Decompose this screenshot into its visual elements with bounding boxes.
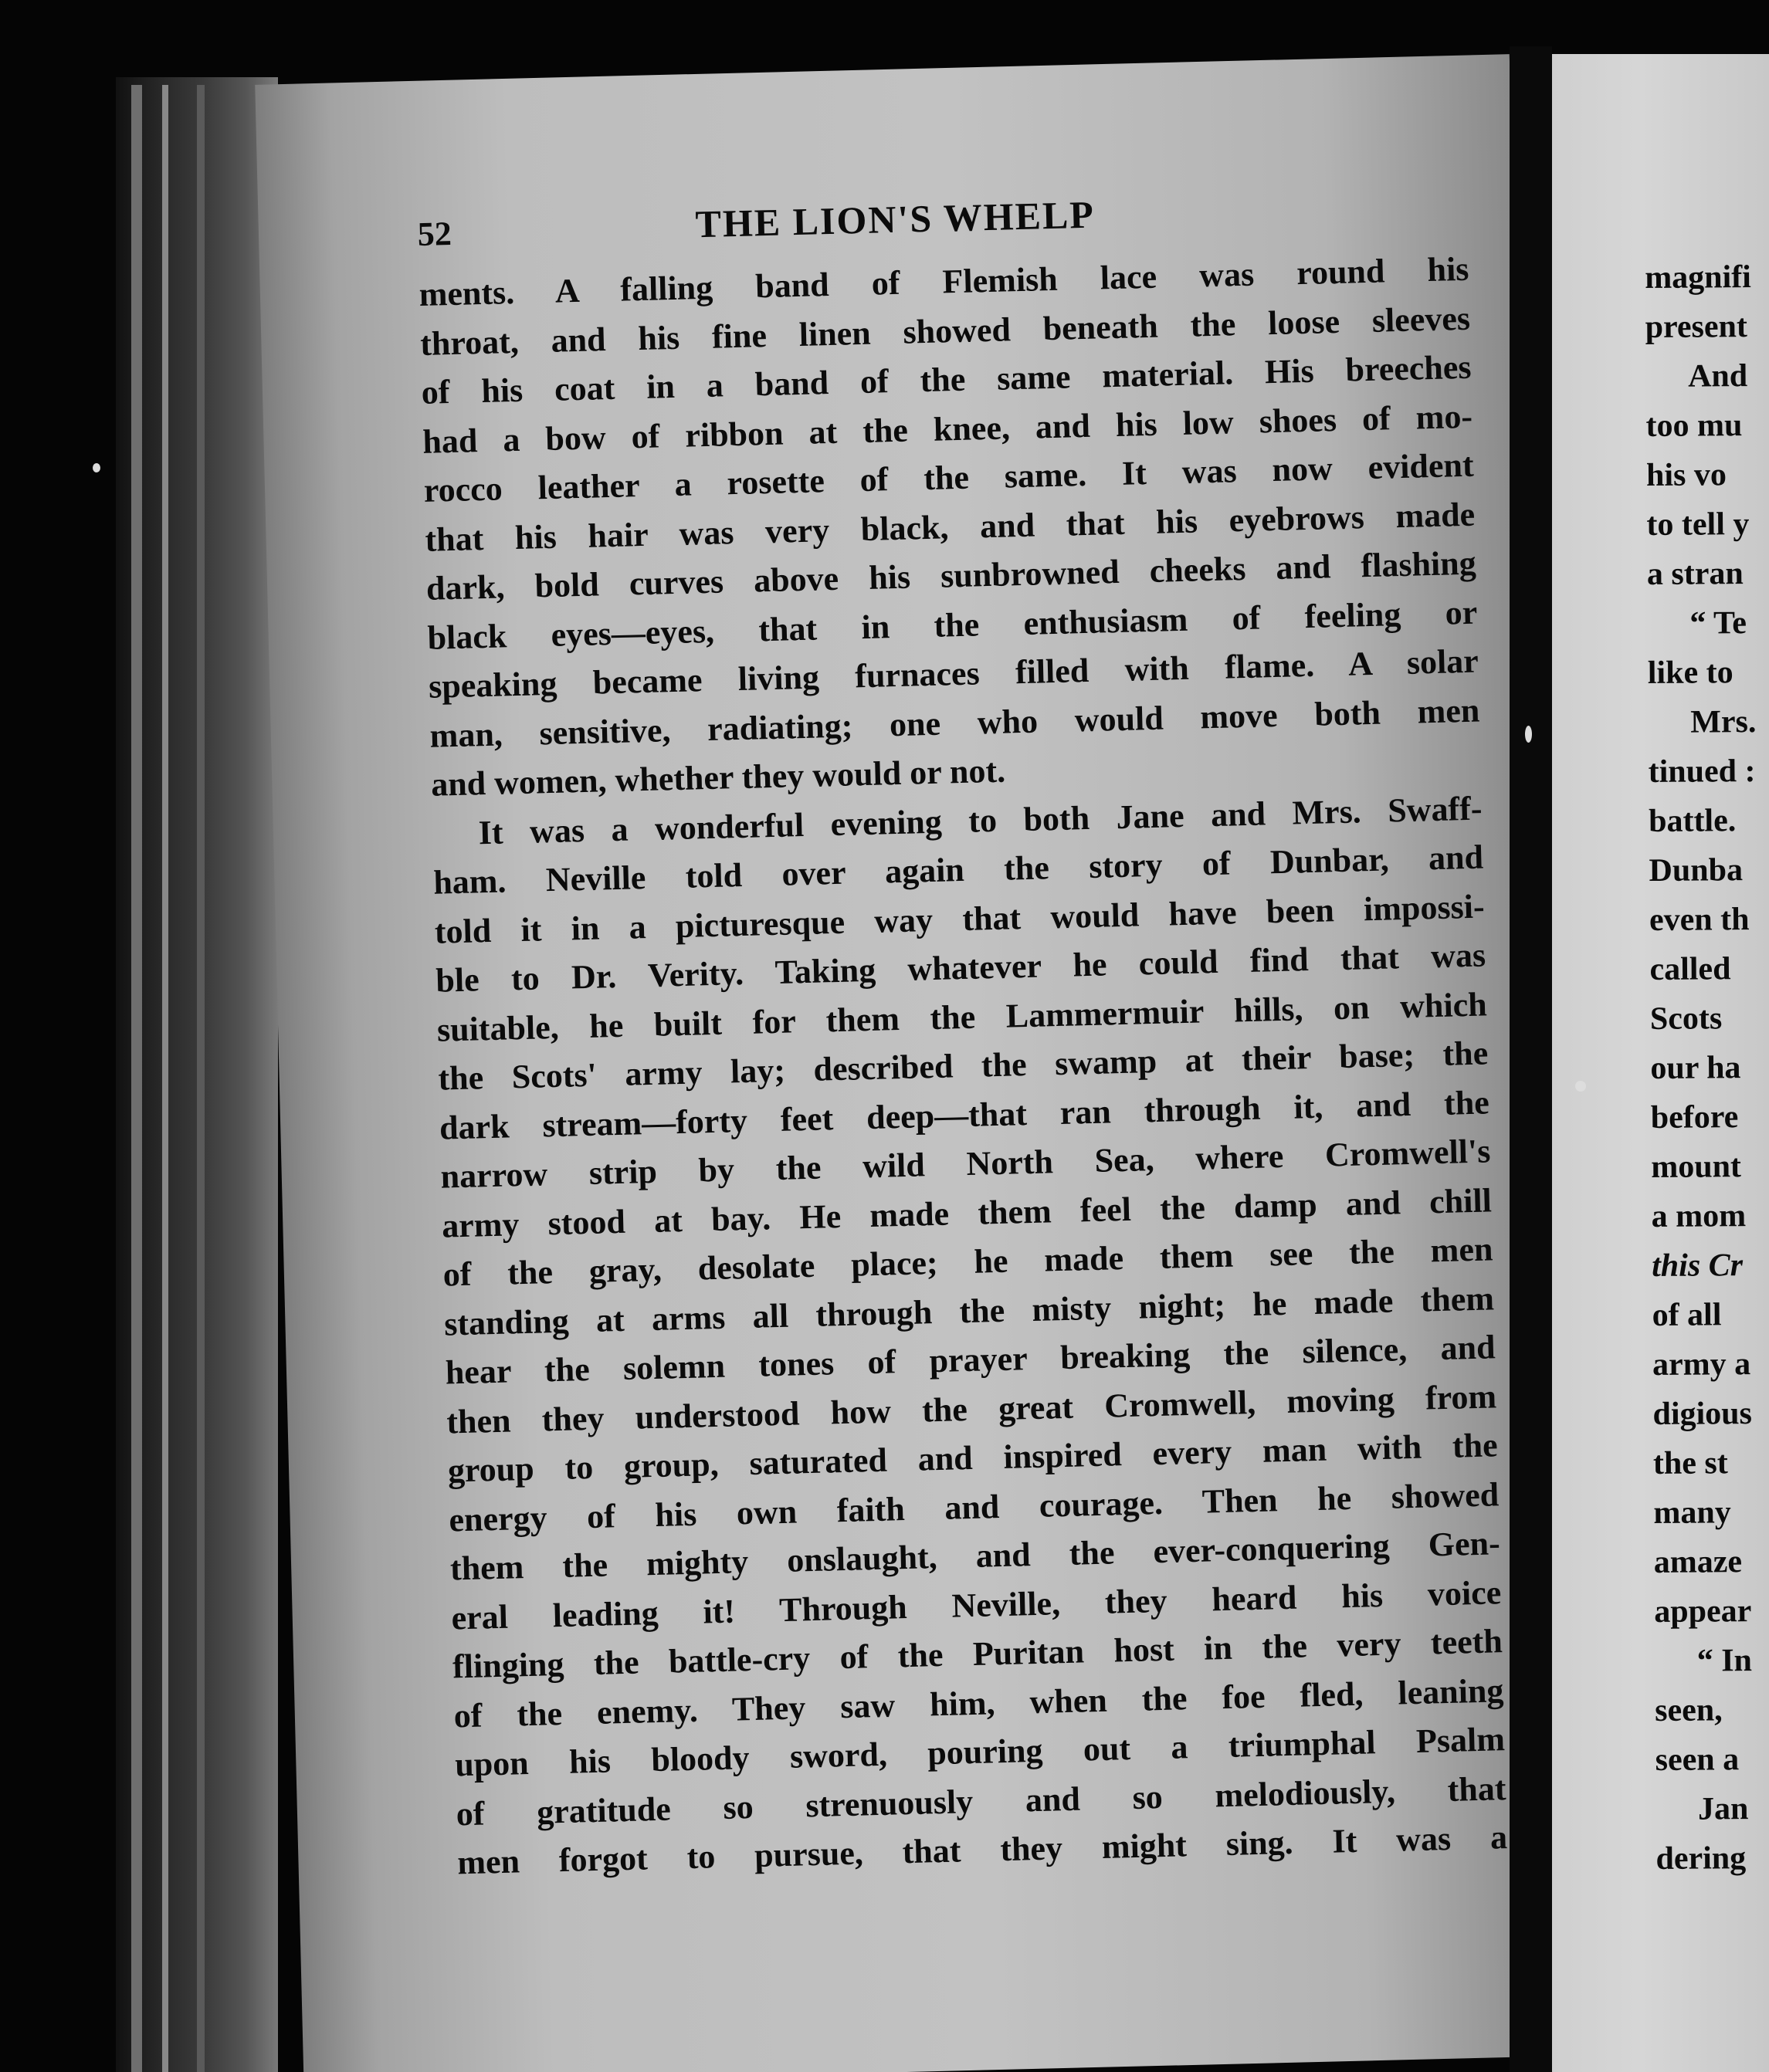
text-line: them the mighty onslaught, and the ever-conquering Gen-	[449, 1524, 1501, 1588]
dust-speck	[93, 463, 100, 472]
paragraph-1	[419, 245, 1482, 810]
running-title: THE LION'S WHELP	[694, 192, 1096, 246]
facing-text-line: a stran	[1646, 556, 1744, 592]
page-text	[417, 183, 1508, 1887]
dust-speck	[1575, 1081, 1586, 1092]
facing-text-line: his vo	[1645, 457, 1727, 493]
text-line: dark, bold curves above his sunbrowned cheeks and flashing	[425, 543, 1477, 608]
text-line: of gratitude so strenuously and so melodiously, that	[456, 1769, 1507, 1833]
text-line: the Scots' army lay; described the swamp at their base; the	[437, 1034, 1489, 1098]
facing-text-line: appear	[1654, 1593, 1752, 1630]
text-line: hear the solemn tones of prayer breaking the silence, and	[445, 1328, 1496, 1392]
text-line: army stood at bay. He made them feel the damp and chill	[441, 1180, 1493, 1245]
facing-text-line: this Cr	[1651, 1248, 1744, 1284]
text-line: energy of his own faith and courage. Then he showed	[448, 1474, 1500, 1539]
facing-text-line: army a	[1652, 1346, 1751, 1383]
text-line: standing at arms all through the misty night; he made them	[443, 1278, 1495, 1343]
dust-speck	[1525, 726, 1532, 743]
facing-text-line: magnifi	[1645, 259, 1752, 296]
text-line: throat, and his fine linen showed beneath the loose sleeves	[419, 299, 1471, 363]
text-line: black eyes—eyes, that in the enthusiasm of feeling or	[426, 593, 1478, 657]
facing-text-line: our ha	[1650, 1050, 1741, 1086]
facing-text-line: a mom	[1651, 1198, 1747, 1234]
text-line: told it in a picturesque way that would have been impossi-	[434, 886, 1486, 951]
facing-text-line: Mrs.	[1690, 704, 1757, 740]
facing-text-line: seen a	[1655, 1742, 1740, 1778]
facing-page-text	[1645, 252, 1769, 1884]
facing-text-line: too mu	[1645, 408, 1743, 444]
facing-text-line: Jan	[1697, 1791, 1749, 1827]
facing-text-line: called	[1649, 951, 1731, 987]
facing-text-line: Scots	[1649, 1000, 1723, 1037]
facing-text-line: before	[1650, 1099, 1739, 1136]
text-line: flinging the battle-cry of the Puritan host in the very teeth	[452, 1622, 1503, 1686]
facing-text-line: “ In	[1696, 1643, 1753, 1679]
text-line: It was a wonderful evening to both Jane and Mrs. Swaff-	[478, 789, 1483, 851]
text-line: and women, whether they would or not.	[430, 751, 1006, 804]
text-line: rocco leather a rosette of the same. It was now evident	[423, 445, 1475, 510]
page-number: 52	[417, 214, 452, 253]
text-line: narrow strip by the wild North Sea, where Cromwell's	[440, 1132, 1491, 1196]
page-edge-stripe	[162, 85, 168, 2072]
facing-text-line: “ Te	[1689, 605, 1747, 642]
facing-text-line: like to	[1647, 655, 1733, 691]
facing-text-line: the st	[1652, 1445, 1728, 1481]
facing-text-line: many	[1653, 1495, 1731, 1531]
facing-text-line: tinued :	[1648, 753, 1756, 790]
facing-text-line: present	[1645, 309, 1748, 345]
text-line: that his hair was very black, and that his eyebrows made	[424, 495, 1476, 559]
text-line: of the enemy. They saw him, when the foe fled, leaning	[453, 1671, 1504, 1735]
page-edge-stripe	[197, 85, 205, 2072]
text-line: ble to Dr. Verity. Taking whatever he could find that was	[435, 936, 1486, 1000]
facing-text-line: And	[1687, 358, 1748, 394]
text-line: men forgot to pursue, that they might sing. It was a	[456, 1818, 1508, 1882]
facing-text-line: digious	[1652, 1396, 1753, 1432]
text-line: speaking became living furnaces filled with flame. A solar	[428, 642, 1479, 706]
facing-text-line: seen,	[1655, 1692, 1723, 1728]
facing-text-line: even th	[1649, 902, 1750, 938]
text-line: then they understood how the great Cromwell, moving from	[446, 1376, 1497, 1441]
text-line: dark stream—forty feet deep—that ran through it, and the	[439, 1082, 1490, 1147]
facing-text-line: of all	[1652, 1297, 1722, 1333]
paragraph-2	[432, 784, 1508, 1887]
text-line: suitable, he built for them the Lammermuir hills, on which	[436, 984, 1488, 1049]
facing-text-line: Dunba	[1649, 852, 1744, 889]
text-line: ments. A falling band of Flemish lace was round his	[419, 249, 1469, 313]
book-gutter	[1510, 46, 1552, 2072]
facing-text-line: mount	[1651, 1149, 1742, 1185]
facing-text-line: dering	[1655, 1840, 1747, 1877]
text-line: of his coat in a band of the same material. His breeches	[421, 347, 1472, 411]
text-line: upon his bloody sword, pouring out a triumphal Psalm	[454, 1720, 1506, 1784]
facing-text-line: amaze	[1653, 1544, 1743, 1580]
text-line: had a bow of ribbon at the knee, and his low shoes of mo-	[422, 397, 1473, 461]
facing-text-line: to tell y	[1646, 506, 1750, 543]
facing-text-line: battle.	[1648, 803, 1737, 839]
text-line: of the gray, desolate place; he made them see the men	[442, 1230, 1493, 1294]
page-edge-stripe	[131, 85, 142, 2072]
text-line: group to group, saturated and inspired every man with the	[447, 1426, 1499, 1490]
text-line: eral leading it! Through Neville, they heard his voice	[451, 1573, 1502, 1637]
text-line: man, sensitive, radiating; one who would move both men	[429, 691, 1480, 755]
text-line: ham. Neville told over again the story of Dunbar, and	[432, 838, 1484, 902]
